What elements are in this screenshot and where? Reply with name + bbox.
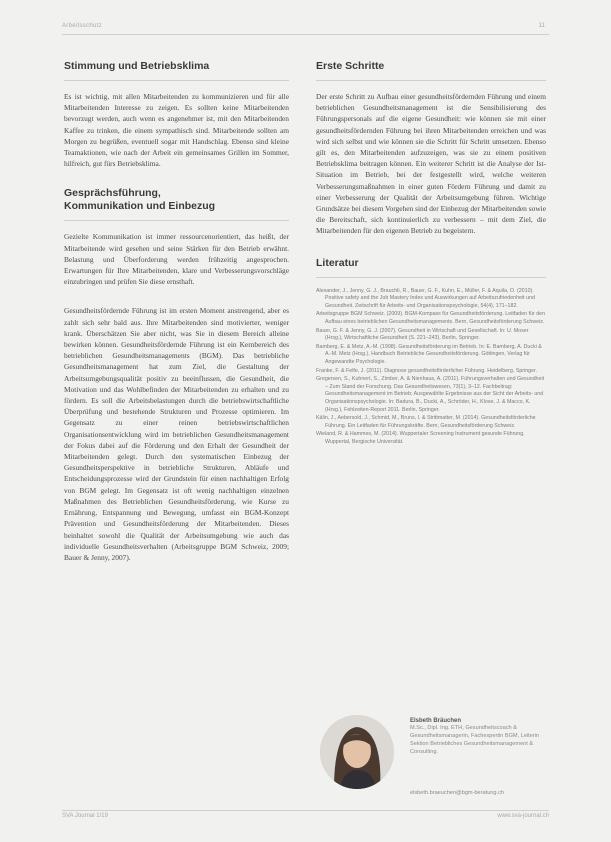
heading-line-1: Gesprächsführung, xyxy=(64,187,161,200)
reference-item: Alexander, J., Jenny, G. J., Brauchli, R., Bauer, G. F., Kuhn, E., Müller, F. & Aquila, O. (2010). Positive safety and the Job Mastery Index und Auswirkungen auf Arbeitszufriedenheit und Gesundheit. Zeitschrift für Arbeits- und Organisationspsychologie, 54(4), 171–182. xyxy=(316,287,535,309)
heading-divider xyxy=(64,80,289,81)
author-description: M.Sc., Dipl. Ing. ETH, Gesundheitscoach & Gesundheitsmanagerin, Fachexpertin BGM, Leiterin Sektion Betriebliches Gesundheitsmanagement & Consulting. xyxy=(410,725,540,755)
paragraph-erste-schritte: Der erste Schritt zu Aufbau einer gesundheitsfördernden Führung und einem betrieblichen Gesundheitsmanagement ist die Sensibilisierung des Führungspersonals auf die eigene Gesundheit: wie können sie mit einer gesundheitsfördernden Führung bei ihren Mitarbeitenden erreichen und was wird sich selbst und wie können sie die Schritt für Schritt umsetzen. Ebenso gilt es, den Mitarbeitenden aufzuzeigen, was sie zu einem positiven Betriebsklima beitragen können. Ein weiterer Schritt ist die Analyse der Ist-Situation im Betrieb, bei der festgestellt wird, welche weiteren Verbesserungsmaßnahmen in einer guten Fördern Führung und damit zu einer Verbesserung der Qualität der Arbeitsumgebung führen. Wichtige Grundsätze bei diesem Vorgehen sind der Einbezug der Mitarbeitenden sowie die Bereitschaft, sich kontinuierlich zu verbessern – mit dem Ziel, die Mitarbeitenden für den eigenen Betrieb zu begeistern. xyxy=(316,92,546,236)
section-heading-literatur: Literatur xyxy=(316,256,359,269)
page-number-top: 11 xyxy=(538,23,545,29)
section-heading-gespraechsfuehrung xyxy=(64,187,289,213)
author-photo xyxy=(320,715,394,789)
author-portrait-icon xyxy=(320,715,394,789)
heading-divider xyxy=(316,80,546,81)
paragraph-gespraechsfuehrung-1: Gezielte Kommunikation ist immer ressourcenorientiert, das heißt, der Mitarbeitende wird gesehen und seine Stärken für den Betrieb erwähnt. Belastung und Überforderung werden frühzeitig angesprochen. Erwartungen für Ihre Mitarbeitenden, klare und Verbesserungsvorschläge einzubringen und prüfen Sie diese ernsthaft. xyxy=(64,232,289,287)
author-name: Elsbeth Bräuchen xyxy=(410,718,462,724)
author-email: elsbeth.braeuchen@bgm-beratung.ch xyxy=(410,790,504,796)
reference-item: Arbeitsgruppe BGM Schweiz. (2009). BGM-Kompass für Gesundheitsförderung. Leitfaden für den Aufbau eines betrieblichen Gesundheitsmanagements. Bern, Gesundheitsförderung Schweiz. xyxy=(316,311,546,326)
reference-item: Franke, F. & Felfe, J. (2011). Diagnose gesundheitsförderlicher Führung. Heidelberg, Springer. xyxy=(316,367,538,374)
footer-divider xyxy=(62,810,549,811)
paragraph-gespraechsfuehrung-2: Gesundheitsfördernde Führung ist im ersten Moment anstrengend, aber es zahlt sich sehr bald aus. Ihre Mitarbeitenden sind motivierter, weniger krank. Überschätzen Sie aber nicht, was Sie in diesem Bereich alleine bewirken können. Gesundheitsfördernde Führung ist ein Kernbereich des betrieblichen Gesundheitsmanagements (BGM). Das betriebliche Gesundheitsmanagement hat zum Ziel, die Gestaltung der Arbeitsumgebungsqualität positiv zu beeinflussen, die Gesundheit, die Motivation und das Wohlbefinden der Mitarbeitenden zu erhalten und zu fördern. Es soll die Arbeitsbelastungen durch die betriebswirtschaftliche Überprüfung und bestehende Strukturen und Prozesse optimieren. Im Gegensatz zu einer reinen betriebswirtschaftlichen Organisationsentwicklung wird im betrieblichen Gesundheitsmanagement der Fokus dabei auf die Förderung und den Erhalt der Gesundheit der Mitarbeitenden gelegt. Durch den systematischen Einbezug der Gesundheitsperspektive in betriebliche Strukturen, Abläufe und Entscheidungsprozesse wird der Grundstein für einen nachhaltigen Erfolg von BGM gelegt. Im Gegensatz ist oft wenig nachhaltigen einzelnen Maßnahmen des Betrieblichen Gesundheitsförderung, wie Kurse zu Ernährung, Entspannung und Bewegung, umfasst ein BGM-Konzept Prävention und Gesundheitsförderung der Mitarbeitenden. Dieses beinhaltet sowohl die Qualität der Arbeitsumgebung wie auch das individuelle Gesundheitsverhalten (Arbeitsgruppe BGM Schweiz, 2009; Bauer & Jenny, 2007). xyxy=(64,306,289,562)
section-heading-betriebsklima: Stimmung und Betriebsklima xyxy=(64,60,210,72)
author-bio xyxy=(410,718,550,756)
heading-line-2: Kommunikation und Einbezug xyxy=(64,200,216,213)
footer-website: www.sva-journal.ch xyxy=(497,813,549,819)
footer-publication: SVA Journal 1/19 xyxy=(62,813,108,819)
left-column xyxy=(64,60,289,563)
paragraph-betriebsklima: Es ist wichtig, mit allen Mitarbeitenden zu kommunizieren und für alle Mitarbeitenden Interesse zu zeigen. Es sollten keine Mitarbeitenden bevorzugt werden, auch wenn es angenehmer ist, mit den Mitarbeitenden Kaffee zu trinken, die einem sympathisch sind. Mitarbeitende sollten am Morgen zu begrüßen, eventuell sogar mit Handschlag. Ebenso sind kleine Teamaktionen, wie nach der Arbeit ein gemeinsames Grillen im Sommer, hilfreich, gut fürs Betriebsklima. xyxy=(64,92,289,169)
header-divider xyxy=(62,34,549,35)
reference-list xyxy=(316,288,546,447)
section-heading-erste-schritte: Erste Schritte xyxy=(316,60,385,72)
reference-item: Bauer, G. F. & Jenny, G. J. (2007). Gesundheit in Wirtschaft und Gesellschaft. In: U. Moser (Hrsg.), Wirtschaftliche Gesundheit (S. 221–243). Berlin, Springer. xyxy=(316,327,529,342)
reference-item: Bamberg, E. & Metz, A.-M. (1998). Gesundheitsförderung im Betrieb. In: E. Bamberg, A. Ducki & A.-M. Metz (Hrsg.), Handbuch Betriebliche Gesundheitsförderung. Göttingen, Verlag für Angewandte Psychologie. xyxy=(316,343,542,365)
heading-divider xyxy=(316,277,546,278)
reference-item: Kälin, J., Aebersold, J., Schmid, M., Bruns, I. & Strittmatter, M. (2014). Gesundheitsförderliche Führung. Ein Leitfaden für Führungskräfte. Bern, Gesundheitsförderung Schweiz. xyxy=(316,415,536,429)
reference-item: Gregersen, S., Kuhnert, S., Zimber, A. & Nienhaus, A. (2011). Führungsverhalten und Gesundheit – Zum Stand der Forschung. Das Gesundheitswesen, 73(1), 3–12. Fachbeitrag: Gesundheitsmanagement im Betrieb; Ausgewählte Ergebnisse aus der Sicht der Arbeits- und Organisationspsychologie. In: Badura, B., Ducki, A., Schröder, H., Klose, J. & Macco, K. (Hrsg.), Fehlzeiten-Report 2011. Berlin, Springer. xyxy=(316,376,545,413)
reference-item: Wieland, R. & Hammes, M. (2014). Wuppertaler Screening Instrument gesunde Führung. Wuppertal, Bergische Universität. xyxy=(316,431,525,445)
running-head: Arbeitsschutz xyxy=(62,23,102,29)
right-column xyxy=(316,60,546,448)
heading-divider xyxy=(64,220,289,221)
